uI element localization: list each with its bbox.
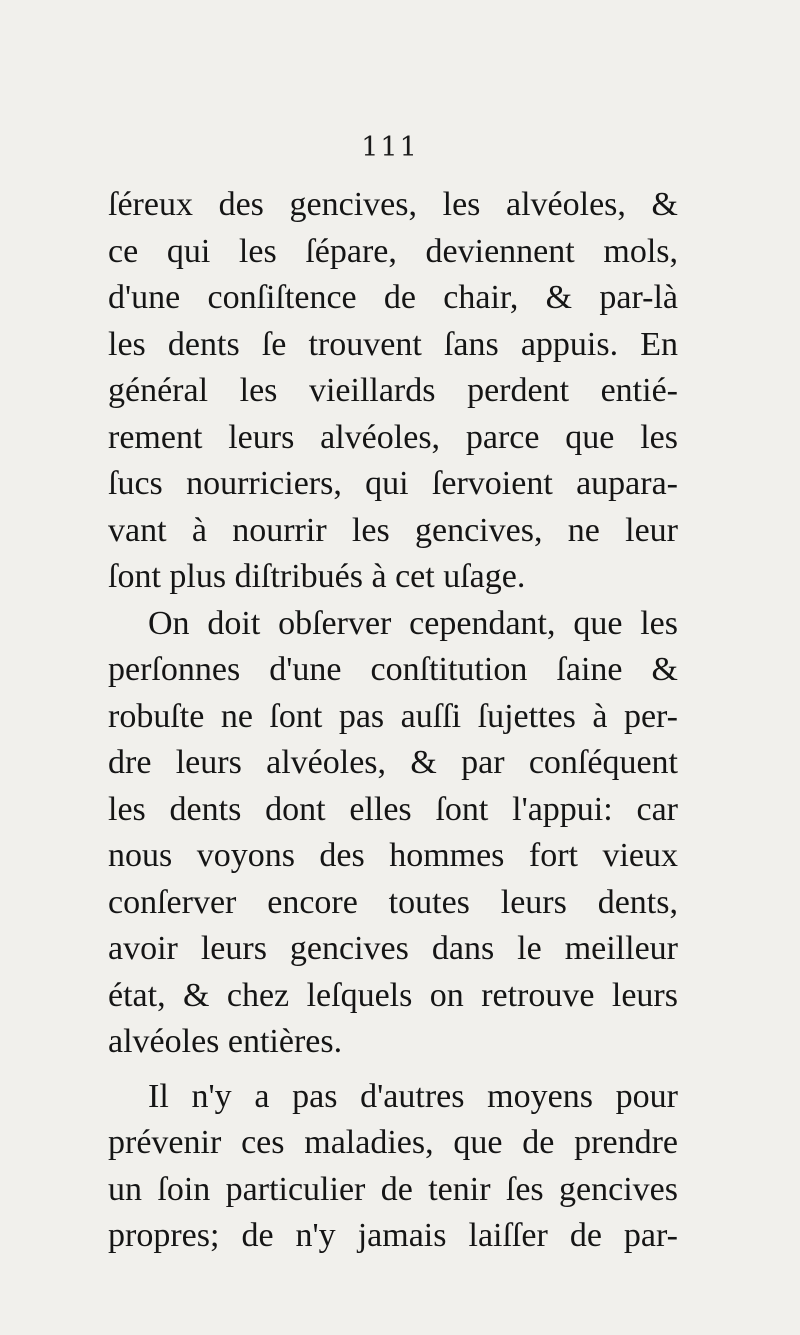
text-line: alvéoles entières. (108, 1023, 343, 1060)
text-line: d'une conſiſtence de chair, & par-là (108, 279, 678, 316)
page-number: 111 (361, 132, 419, 163)
text-line: ſont plus diſtribués à cet uſage. (108, 558, 526, 595)
body-text (108, 182, 678, 1260)
text-line: nous voyons des hommes fort vieux (108, 837, 678, 874)
text-line: vant à nourrir les gencives, ne leur (108, 511, 678, 549)
paragraph-3 (108, 1074, 678, 1260)
text-line: ce qui les ſépare, deviennent mols, (108, 232, 678, 270)
text-line: propres; de n'y jamais laiſſer de par- (108, 1217, 678, 1254)
text-line: général les vieillards perdent entié- (108, 372, 678, 409)
paragraph-1 (108, 182, 678, 601)
text-line: un ſoin particulier de tenir ſes gencives (108, 1170, 678, 1208)
text-line: On doit obſerver cependant, que les (148, 604, 678, 642)
text-line: perſonnes d'une conſtitution ſaine & (108, 651, 678, 688)
text-line: Il n'y a pas d'autres moyens pour (148, 1077, 678, 1115)
paragraph-2 (108, 601, 678, 1066)
text-line: prévenir ces maladies, que de prendre (108, 1124, 678, 1161)
text-line: conſerver encore toutes leurs dents, (108, 883, 678, 921)
paragraph-gap (108, 1066, 678, 1074)
text-line: les dents ſe trouvent ſans appuis. En (108, 325, 678, 363)
text-line: les dents dont elles ſont l'appui: car (108, 790, 678, 828)
text-line: état, & chez leſquels on retrouve leurs (108, 976, 678, 1014)
text-line: ſéreux des gencives, les alvéoles, & (108, 186, 678, 223)
text-line: ſucs nourriciers, qui ſervoient aupara- (108, 465, 678, 502)
text-line: robuſte ne ſont pas auſſi ſujettes à per- (108, 697, 678, 735)
text-line: avoir leurs gencives dans le meilleur (108, 930, 678, 967)
text-line: rement leurs alvéoles, parce que les (108, 418, 678, 456)
text-line: dre leurs alvéoles, & par conſéquent (108, 744, 678, 781)
